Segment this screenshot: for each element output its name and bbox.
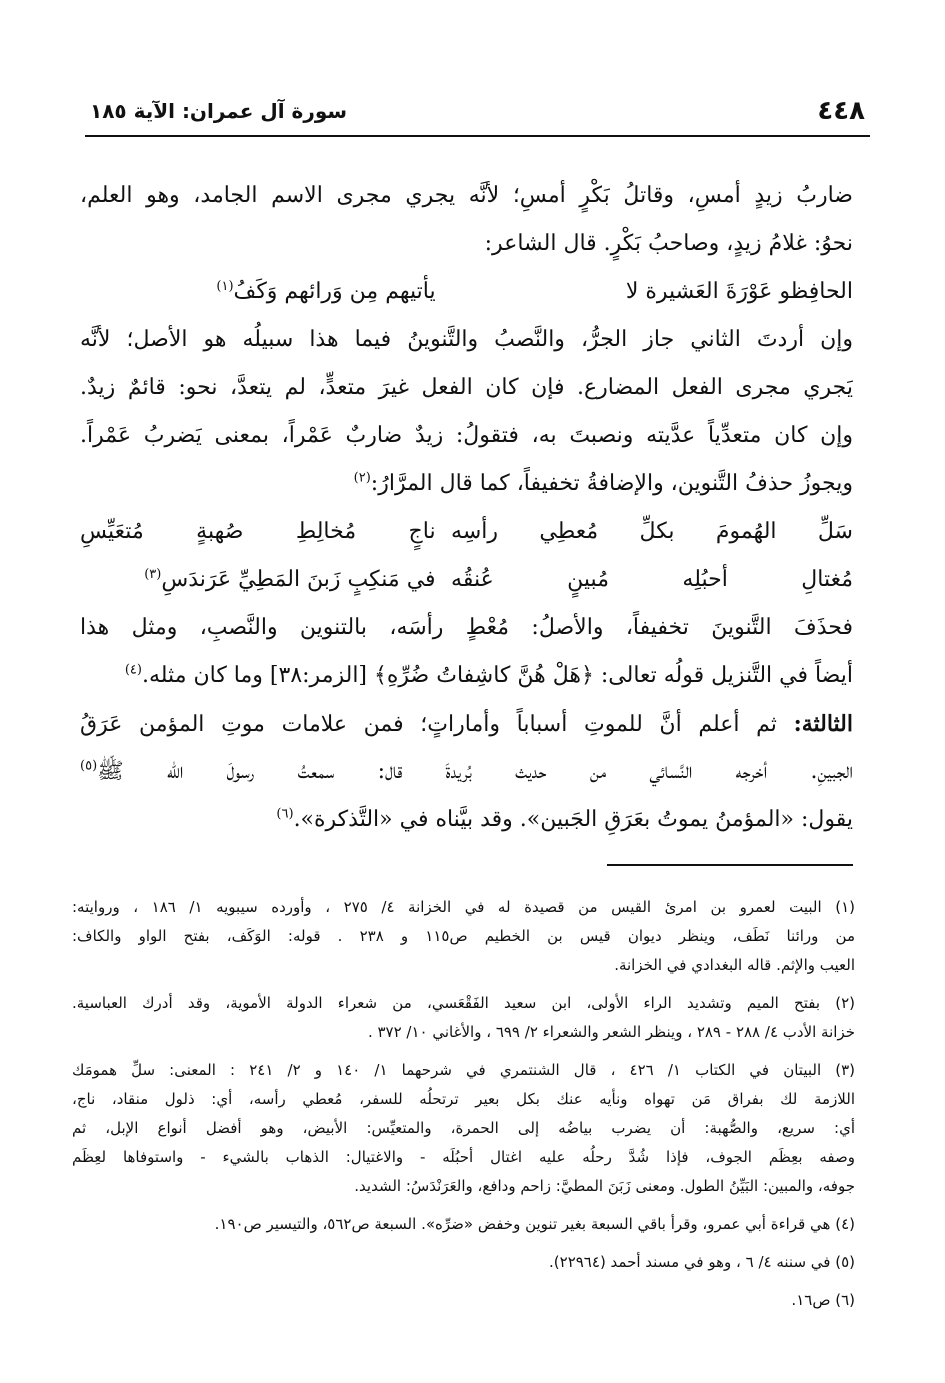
footnote-line: اللازمة لك بفراق مَن تهواه ونأيه عنك بكل بعير ترتحلُه للسفر، مُعطي رأسه، أي: ذلول منقاد، ناج، <box>72 1090 855 1108</box>
verse-hemistich-2: ناجٍ مُخالِطِ صُهبةٍ مُتعَيِّسِ <box>80 519 436 544</box>
footnotes <box>72 893 855 1324</box>
footnote-line: العيب والإثم. قاله البغدادي في الخزانة. <box>614 956 855 974</box>
paragraph-line: الثالثة: ثم أعلم أنَّ للموتِ أسباباً وأماراتٍ؛ فمن علامات موتِ المؤمن عَرَقُ <box>80 711 853 737</box>
footnote-line: خزانة الأدب ٤/ ٢٨٨ - ٢٨٩ ، وينظر الشعر والشعراء ٢/ ٦٩٩ ، والأغاني ١٠/ ٣٧٢ . <box>367 1023 855 1041</box>
main-text <box>80 172 853 844</box>
verse-hemistich-1: سَلِّ الهُمومَ بكلِّ مُعطِي رأسِه <box>451 519 853 544</box>
footnote-mark: (٥) <box>80 758 98 774</box>
verse-hemistich-2: يأتيهم مِن وَرائهم وَكَفُ(١) <box>216 278 436 304</box>
verse-hemistich-2: في مَنكِبٍ زَبنَ المَطِيِّ عَرَندَسِ(٣) <box>144 566 436 592</box>
footnote-mark: (٤) <box>124 662 142 678</box>
paragraph-line: ويجوزُ حذفُ التَّنوين، والإضافةُ تخفيفاً، كما قال المرَّارُ:$^{(٢)}$ <box>353 470 853 496</box>
footnote-mark: (٢) <box>353 470 371 486</box>
footnote-line: جوفه، والمبين: البَيِّنُ الطول. ومعنى زَبَنَ المطيَّ: زاحم ودافع، والعَرَنْدَسُ: الشديد. <box>354 1177 855 1195</box>
footnote <box>72 1056 855 1201</box>
verse-line <box>80 268 853 316</box>
paragraph-line: ضاربُ زيدٍ أمسِ، وقاتلُ بَكْرٍ أمسِ؛ لأنَّه يجري مجرى الاسم الجامد، وهو العلم، <box>80 183 853 208</box>
footnote-line: أي: سريع، والصُّهبة: أن يضرب بياضُه إلى الحمرة، والمتعيِّس: الأبيض، وهو أفضل أنواع الإبل، ثم <box>72 1119 855 1137</box>
footnote-line: (٦) ص١٦. <box>791 1291 855 1309</box>
header-divider <box>85 135 870 137</box>
footnote-line: (٤) هي قراءة أبي عمرو، وقرأ باقي السبعة بغير تنوين وخفض «ضرِّه». السبعة ص٥٦٢، والتيسير ص١٩٠. <box>214 1215 855 1233</box>
footnote <box>72 1286 855 1315</box>
footnote-line: (٢) بفتح الميم وتشديد الراء الأولى، ابن سعيد الفَقْعَسي، من شعراء الدولة الأموية، وقد أدرك العباسية. <box>72 994 855 1012</box>
verse-line <box>80 556 853 604</box>
paragraph-line: نحوُ: غلامُ زيدٍ، وصاحبُ بَكْرٍ. قال الشاعر: <box>484 231 853 256</box>
footnote-divider <box>607 864 853 866</box>
verse-line <box>80 508 853 556</box>
footnote-line: (١) البيت لعمرو بن امرئ القيس من قصيدة له في الخزانة ٤/ ٢٧٥ ، وأورده سيبويه ١/ ١٨٦ ، وروايته: <box>72 898 855 916</box>
footnote <box>72 1248 855 1277</box>
footnote-mark: (٦) <box>276 806 294 822</box>
paragraph-line: الجبينِ. أخرجه النَّسائي من حديث بُريدةَ قال: سمعتُ رسولَ الله ﷺ$^{(٥)}$ <box>80 758 853 784</box>
footnote-line: من ورائنا نَطَف، وينظر ديوان قيس بن الخطيم ص١١٥ و ٢٣٨ . قوله: الوَكَف، بفتح الواو والكاف: <box>72 927 855 945</box>
paragraph-line: يقول: «المؤمنُ يموتُ بعَرَقِ الجَبين». وقد بيَّناه في «التَّذكرة».$^{(٦)}$ <box>276 806 853 832</box>
footnote-line: وصفه بعِظَم الجوف، فإذا شُدَّ رحلُه عليه اغتال أحبُلَه - والاغتيال: الذهاب بالشيء - واستوفاها لعِظَم <box>72 1148 855 1166</box>
running-header <box>90 96 865 126</box>
paragraph-line: وإن كان متعدِّياً عدَّيته ونصبتَ به، فتقولُ: زيدٌ ضاربٌ عَمْراً، بمعنى يَضربُ عَمْراً. <box>80 423 853 448</box>
verse-hemistich-1: مُغتالِ أحبُلِه مُبينٍ عُنقُه <box>451 567 853 592</box>
footnote <box>72 989 855 1047</box>
footnote-line: (٥) في سننه ٤/ ٦ ، وهو في مسند أحمد (٢٢٩٦٤). <box>549 1253 855 1271</box>
footnote-line: (٣) البيتان في الكتاب ١/ ٤٢٦ ، قال الشنتمري في شرحهما ١/ ١٤٠ و ٢/ ٢٤١ : المعنى: سلِّ همومَك <box>72 1061 855 1079</box>
footnote <box>72 893 855 980</box>
page-number: ٤٤٨ <box>817 96 865 126</box>
paragraph-line: وإن أردتَ الثاني جاز الجرُّ، والنَّصبُ والتَّنوينُ فيما هذا سبيلُه هو الأصل؛ لأنَّه <box>80 327 853 352</box>
footnote <box>72 1210 855 1239</box>
section-label: الثالثة: <box>793 711 853 737</box>
paragraph-line: أيضاً في التَّنزيل قولُه تعالى: ﴿هَلْ هُنَّ كاشِفاتُ ضُرِّهِ﴾ [الزمر:٣٨] وما كان مثله.$^{(٤)}$ <box>124 662 853 688</box>
paragraph-line: فحذَفَ التَّنوينَ تخفيفاً، والأصلُ: مُعْطٍ رأسَه، بالتنوين والنَّصبِ، ومثل هذا <box>80 615 853 640</box>
surah-title: سورة آل عمران: الآية ١٨٥ <box>90 99 348 123</box>
verse-hemistich-1: الحافِظو عَوْرَةَ العَشيرة لا <box>625 279 853 304</box>
paragraph-line: يَجري مجرى الفعل المضارع. فإن كان الفعل غيرَ متعدٍّ، لم يتعدَّ، نحو: قائمٌ زيدٌ. <box>80 375 853 400</box>
